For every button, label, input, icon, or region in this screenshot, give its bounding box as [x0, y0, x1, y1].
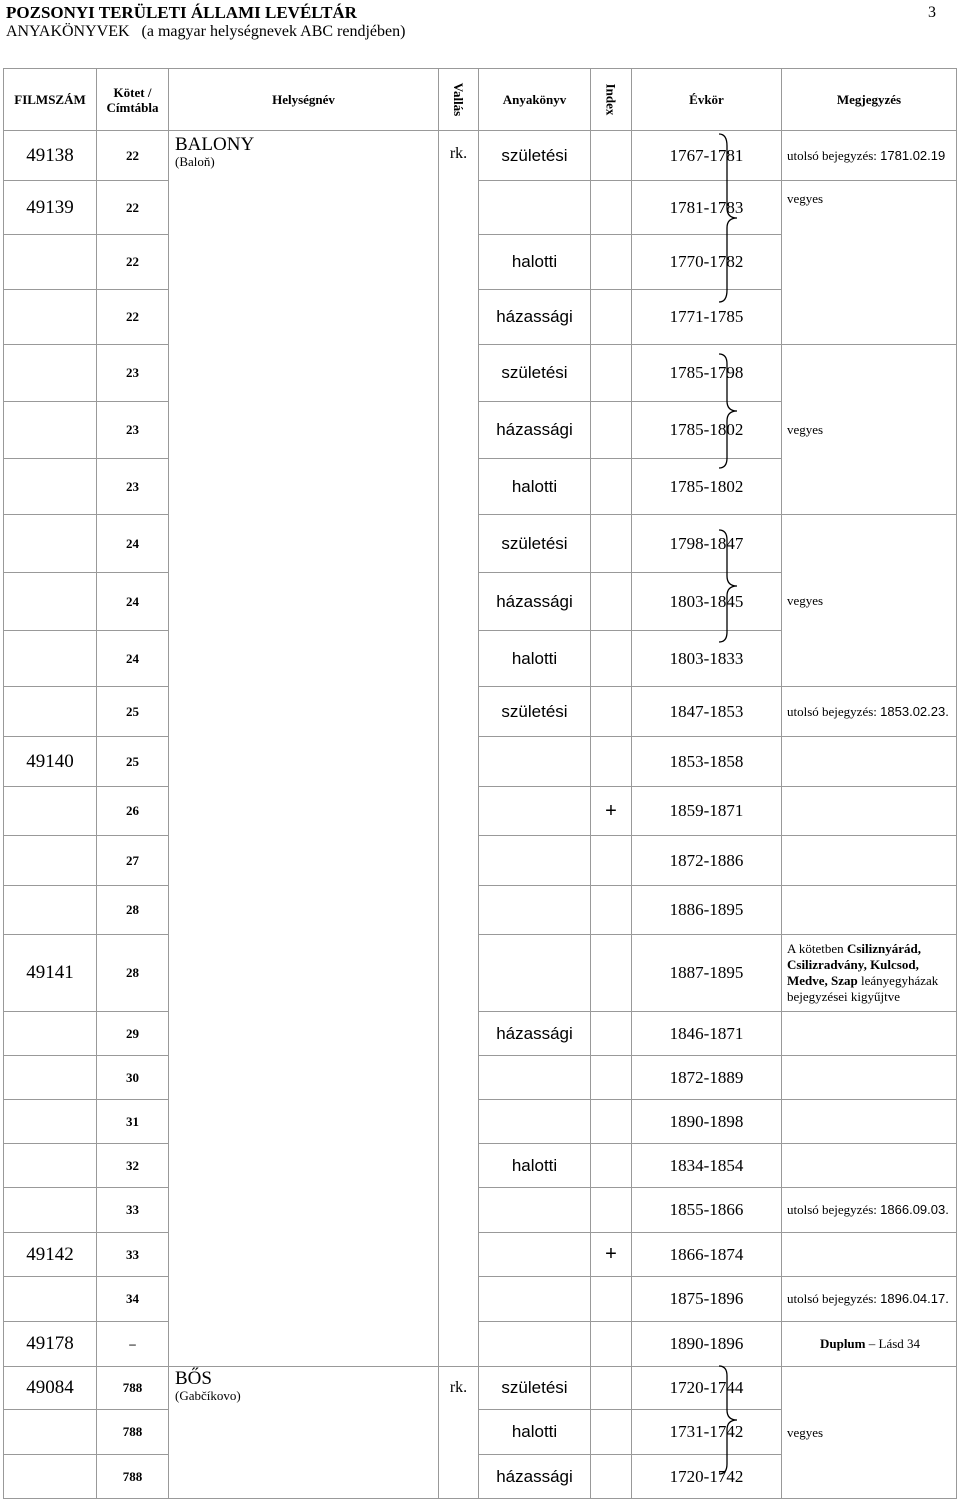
index-mark	[591, 131, 632, 181]
volume: –	[97, 1322, 169, 1367]
year-range: 1855-1866	[632, 1188, 782, 1233]
note: utolsó bejegyzés: 1896.04.17.	[782, 1277, 957, 1322]
volume: 29	[97, 1012, 169, 1056]
year-range: 1834-1854	[632, 1144, 782, 1188]
page-subtitle: ANYAKÖNYVEK (a magyar helységnevek ABC rendjében)	[6, 23, 406, 40]
page-title: POZSONYI TERÜLETI ÁLLAMI LEVÉLTÁR	[6, 3, 357, 22]
volume: 26	[97, 787, 169, 836]
table-row	[4, 1277, 957, 1322]
register-type: házassági	[479, 1455, 591, 1499]
year-range: 1890-1898	[632, 1100, 782, 1144]
year-range: 1781-1783	[632, 181, 782, 235]
table-row	[4, 345, 957, 402]
table-row	[4, 787, 957, 836]
year-range: 1731-1742	[632, 1410, 782, 1455]
table-row	[4, 1100, 957, 1144]
film-number: 49084	[4, 1367, 97, 1410]
table-row	[4, 1144, 957, 1188]
religion: rk.	[439, 1367, 479, 1499]
year-range: 1785-1798	[632, 345, 782, 402]
year-range: 1771-1785	[632, 290, 782, 345]
col-filmszam: FILMSZÁM	[4, 69, 97, 131]
table-row	[4, 687, 957, 737]
year-range: 1785-1802	[632, 459, 782, 515]
year-range: 1785-1802	[632, 402, 782, 459]
film-number: 49140	[4, 737, 97, 787]
register-table	[3, 68, 957, 1499]
register-type: születési	[479, 345, 591, 402]
volume: 33	[97, 1233, 169, 1277]
religion: rk.	[439, 131, 479, 1367]
volume: 31	[97, 1100, 169, 1144]
volume: 28	[97, 886, 169, 935]
year-range: 1890-1896	[632, 1322, 782, 1367]
place-name: BALONY	[175, 134, 255, 155]
register-type: születési	[479, 515, 591, 573]
year-range: 1859-1871	[632, 787, 782, 836]
volume: 33	[97, 1188, 169, 1233]
place-cell	[169, 1367, 439, 1499]
register-type: születési	[479, 131, 591, 181]
film-number: 49141	[4, 935, 97, 1012]
table-row	[4, 1056, 957, 1100]
year-range: 1872-1886	[632, 836, 782, 886]
note: utolsó bejegyzés: 1781.02.19	[782, 131, 957, 181]
film-number: 49139	[4, 181, 97, 235]
volume: 788	[97, 1367, 169, 1410]
register-type: halotti	[479, 459, 591, 515]
table-row	[4, 1233, 957, 1277]
year-range: 1872-1889	[632, 1056, 782, 1100]
year-range: 1875-1896	[632, 1277, 782, 1322]
col-evkor: Évkör	[632, 69, 782, 131]
table-row	[4, 1012, 957, 1056]
table-row	[4, 1322, 957, 1367]
index-mark: +	[591, 1233, 632, 1277]
volume: 23	[97, 402, 169, 459]
volume: 30	[97, 1056, 169, 1100]
place-cell	[169, 131, 439, 1367]
year-range: 1853-1858	[632, 737, 782, 787]
register-type: halotti	[479, 631, 591, 687]
volume: 24	[97, 631, 169, 687]
note-mixed: vegyes	[782, 515, 957, 687]
note: A kötetben Csiliznyárád, Csilizradvány, Kulcsod, Medve, Szap leányegyházak bejegyzései kigyűjtve	[782, 935, 957, 1012]
table-row	[4, 1367, 957, 1410]
table-row	[4, 131, 957, 181]
place-alt-name: (Baloň)	[175, 154, 215, 169]
volume: 28	[97, 935, 169, 1012]
note-mixed: vegyes	[782, 181, 957, 345]
note: utolsó bejegyzés: 1866.09.03.	[782, 1188, 957, 1233]
year-range: 1720-1742	[632, 1455, 782, 1499]
brace-group-2	[713, 352, 743, 470]
col-megjegyzes: Megjegyzés	[782, 69, 957, 131]
volume: 27	[97, 836, 169, 886]
register-type: születési	[479, 687, 591, 737]
register-type: házassági	[479, 1012, 591, 1056]
table-row	[4, 836, 957, 886]
year-range: 1846-1871	[632, 1012, 782, 1056]
col-helysegnev: Helységnév	[169, 69, 439, 131]
register-type: halotti	[479, 235, 591, 290]
volume: 24	[97, 515, 169, 573]
note: utolsó bejegyzés: 1853.02.23.	[782, 687, 957, 737]
table-row	[4, 886, 957, 935]
volume: 788	[97, 1410, 169, 1455]
note-mixed: vegyes	[782, 345, 957, 515]
volume: 22	[97, 181, 169, 235]
volume: 32	[97, 1144, 169, 1188]
volume: 23	[97, 345, 169, 402]
volume: 22	[97, 290, 169, 345]
volume: 25	[97, 687, 169, 737]
place-alt-name: (Gabčíkovo)	[175, 1388, 241, 1403]
brace-group-4	[713, 1364, 743, 1476]
brace-group-3	[713, 528, 743, 644]
register-type: halotti	[479, 1144, 591, 1188]
volume: 25	[97, 737, 169, 787]
year-range: 1767-1781	[632, 131, 782, 181]
table-row	[4, 515, 957, 573]
film-number: 49138	[4, 131, 97, 181]
col-anyakonyv: Anyakönyv	[479, 69, 591, 131]
year-range: 1847-1853	[632, 687, 782, 737]
table-row	[4, 935, 957, 1012]
film-number: 49142	[4, 1233, 97, 1277]
register-type: születési	[479, 1367, 591, 1410]
index-mark	[591, 181, 632, 235]
register-type: házassági	[479, 573, 591, 631]
brace-group-1	[713, 132, 743, 304]
year-range: 1720-1744	[632, 1367, 782, 1410]
register-type	[479, 181, 591, 235]
page-number: 3	[928, 4, 936, 21]
col-index: Index	[591, 69, 632, 131]
film-number: 49178	[4, 1322, 97, 1367]
volume: 22	[97, 131, 169, 181]
col-kotet: Kötet / Címtábla	[97, 69, 169, 131]
col-vallas: Vallás	[439, 69, 479, 131]
register-type: halotti	[479, 1410, 591, 1455]
year-range: 1770-1782	[632, 235, 782, 290]
place-name: BŐS	[175, 1368, 212, 1389]
register-type: házassági	[479, 290, 591, 345]
year-range: 1866-1874	[632, 1233, 782, 1277]
volume: 22	[97, 235, 169, 290]
header-row	[4, 69, 957, 131]
year-range: 1886-1895	[632, 886, 782, 935]
year-range: 1803-1845	[632, 573, 782, 631]
table-row	[4, 1188, 957, 1233]
volume: 34	[97, 1277, 169, 1322]
year-range: 1887-1895	[632, 935, 782, 1012]
index-mark: +	[591, 787, 632, 836]
volume: 24	[97, 573, 169, 631]
register-type: házassági	[479, 402, 591, 459]
table-row	[4, 181, 957, 235]
note: Duplum – Lásd 34	[782, 1322, 957, 1367]
year-range: 1803-1833	[632, 631, 782, 687]
table-row	[4, 737, 957, 787]
note-mixed: vegyes	[782, 1367, 957, 1499]
volume: 23	[97, 459, 169, 515]
year-range: 1798-1847	[632, 515, 782, 573]
volume: 788	[97, 1455, 169, 1499]
